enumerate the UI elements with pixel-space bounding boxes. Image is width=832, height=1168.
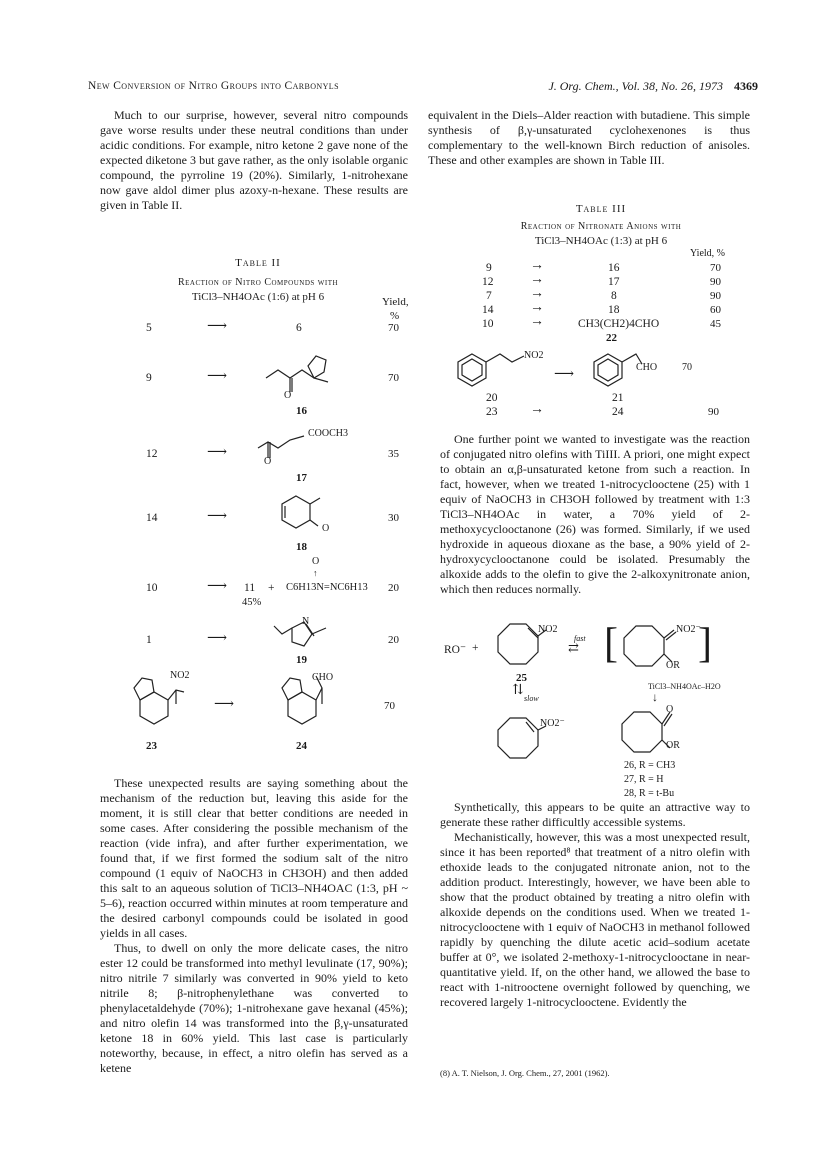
page-number: 4369 xyxy=(734,79,758,93)
slow-equilibrium-arrow-icon: ⇅ xyxy=(512,683,524,698)
journal-volume: Vol. 38, No. 26, 1973 xyxy=(621,79,723,93)
table-2-yield-unit: % xyxy=(390,310,400,322)
scheme2-start: 23 xyxy=(486,406,498,418)
slow-label: slow xyxy=(524,694,539,703)
table-3-product: CH3(CH2)4CHO xyxy=(578,318,660,330)
reaction-arrow-icon: ⟶ xyxy=(207,579,228,594)
left-top-text xyxy=(100,108,408,213)
table-3-start: 14 xyxy=(482,304,494,316)
alkoxy-label: OR xyxy=(666,740,680,751)
product-27-label: 27, R = H xyxy=(624,774,664,785)
plus-sign: + xyxy=(268,582,275,594)
table-3-product: 17 xyxy=(608,276,620,288)
table-3-subtitle: Reaction of Nitronate Anions with xyxy=(520,221,682,232)
nitro-label: NO2 xyxy=(538,624,558,635)
oxygen-label: O xyxy=(666,704,674,715)
table-2-yield: 20 xyxy=(388,582,399,594)
table-2-caption xyxy=(100,256,416,304)
table-3-yield: 60 xyxy=(710,304,721,316)
table-2-yield: 70 xyxy=(384,700,395,712)
table-2-start: 10 xyxy=(146,582,158,594)
table-2-start: 9 xyxy=(146,372,152,384)
table-2-subtitle: Reaction of Nitro Compounds with xyxy=(177,277,339,288)
aldehyde-label: CHO xyxy=(312,672,334,683)
alkoxide-label: RO⁻ xyxy=(444,644,467,656)
scheme-start: 20 xyxy=(486,392,498,404)
reagent-label: TiCl3–NH4OAc–H2O xyxy=(648,682,721,691)
reaction-arrow-icon: ⟶ xyxy=(207,509,228,524)
reaction-arrow-icon: → xyxy=(530,258,544,273)
structure-phenylacetaldehyde-icon xyxy=(586,346,676,392)
table-3-start: 7 xyxy=(486,290,492,302)
reaction-arrow-icon: ⟶ xyxy=(207,631,228,646)
table-2-start: 12 xyxy=(146,448,158,460)
oxygen-label: O xyxy=(322,523,330,534)
bracket-left-icon: [ xyxy=(604,621,618,667)
table-2-conditions: TiCl3–NH4OAc (1:6) at pH 6 xyxy=(191,291,325,303)
table-2-yield: 70 xyxy=(388,322,399,334)
reaction-arrow-icon: → xyxy=(530,402,544,417)
paragraph: equivalent in the Diels–Alder reaction with butadiene. This simple synthesis of β,γ-unsaturated cyclohexenones is thus complementary to the well-known Birch reduction of anisoles. These and other examples are shown in Table III. xyxy=(428,108,750,167)
left-bottom-text xyxy=(100,776,408,1076)
nitro-label: NO2 xyxy=(524,350,544,361)
table-2-title: Table II xyxy=(235,257,281,269)
nitronate-label: NO2⁻ xyxy=(676,624,701,635)
reaction-arrow-icon: ⟶ xyxy=(207,319,228,334)
bracket-right-icon: ] xyxy=(698,621,712,667)
table-3-yield: 90 xyxy=(710,290,721,302)
azoxy-hexane: C6H13N=NC6H13 xyxy=(286,582,368,593)
reaction-arrow-icon: ⟶ xyxy=(207,445,228,460)
table-2-product: 16 xyxy=(296,405,307,417)
oxygen-label: O xyxy=(284,390,292,401)
product-26-label: 26, R = CH3 xyxy=(624,760,676,771)
table-3-start: 12 xyxy=(482,276,494,288)
alkoxy-label: OR xyxy=(666,660,680,671)
table-3-yield: 45 xyxy=(710,318,721,330)
aldehyde-label: CHO xyxy=(636,362,658,373)
scheme-product: 21 xyxy=(612,392,624,404)
table-3-yield-header: Yield, % xyxy=(690,248,725,259)
running-title: New Conversion of Nitro Groups into Carbonyls xyxy=(88,80,339,92)
scheme2-yield: 90 xyxy=(708,406,719,418)
table-2-start: 23 xyxy=(146,740,157,752)
paragraph: Thus, to dwell on only the more delicate cases, the nitro ester 12 could be transformed into methyl levulinate (17, 90%); nitro nitrile 7 similarly was converted in 90% yield to keto nitrile 8; β-nitrophenylethane was converted to phenylacetaldehyde (70%); 1-nitrohexane gave hexanal (45%); and nitro olefin 14 was transformed into the β,γ-unsaturated ketone 18 in 60% yield. This last case is particularly noteworthy, because, in effect, a nitro olefin has served as a ketene xyxy=(100,941,408,1075)
table-2-yield: 35 xyxy=(388,448,399,460)
table-3-yield: 70 xyxy=(710,262,721,274)
oxygen-label: O xyxy=(264,456,272,467)
paragraph: Mechanistically, however, this was a most unexpected result, since it has been reported⁸ that treatment of a nitro olefin with ethoxide leads to the conjugated nitronate anion, not to the addition product. Interestingly, however, we have been able to show that the product obtained by treating a nitro olefin with alkoxide depends on the conditions used. When we treated 1-nitrocyclooctene with 1 equiv of NaOCH3 in methanol followed rapidly by quenching the dilute acetic acid–sodium acetate buffer at 0°, we isolated 2-methoxy-1-nitrocyclooctane in near-quantitative yield. If, on the other hand, we allowed the base to react with 1-nitrooctene overnight followed by quenching, we recovered largely 1-nitrocyclooctene. Evidently the xyxy=(440,830,750,1009)
table-3-title: Table III xyxy=(575,203,627,215)
table-3-yield: 90 xyxy=(710,276,721,288)
table-2-start: 5 xyxy=(146,322,152,334)
table-2-product: 11 xyxy=(244,582,256,594)
nitro-label: NO2 xyxy=(170,670,190,681)
structure-dioxolane-ketone-icon xyxy=(262,338,352,402)
footnote: (8) A. T. Nielson, J. Org. Chem., 27, 2001 (1962). xyxy=(440,1068,610,1078)
table-2-start: 14 xyxy=(146,512,158,524)
reaction-arrow-icon: ⟶ xyxy=(207,369,228,384)
table-3-conditions: TiCl3–NH4OAc (1:3) at pH 6 xyxy=(534,235,668,247)
journal-name: J. Org. Chem., xyxy=(548,79,619,93)
table-2-sub-yield: 45% xyxy=(242,597,262,608)
down-arrow-icon: ↓ xyxy=(652,690,658,704)
table-2-product: 19 xyxy=(296,654,307,666)
nitrogen-label: N xyxy=(302,616,310,627)
table-3-product: 8 xyxy=(611,290,617,302)
journal-citation xyxy=(548,79,758,94)
scheme2-product: 24 xyxy=(612,406,624,418)
reaction-arrow-icon: → xyxy=(530,286,544,301)
right-bottom-text xyxy=(440,800,750,1010)
table-2-product: 18 xyxy=(296,541,307,553)
table-3-product: 18 xyxy=(608,304,620,316)
table-3-caption xyxy=(470,202,732,248)
table-2-product: 17 xyxy=(296,472,307,484)
reaction-arrow-icon: ⟶ xyxy=(214,697,235,712)
paragraph: Much to our surprise, however, several nitro compounds gave worse results under these neutral conditions than under acidic conditions. For example, nitro ketone 2 gave none of the expected diketone 3 but gave rather, as the only isolable organic compound, the pyrroline 19 (20%). Similarly, 1-nitrohexane now gave aldol dimer plus azoxy-n-hexane. These results are given in Table II. xyxy=(100,108,408,212)
reaction-arrow-icon: → xyxy=(530,300,544,315)
table-2-start: 1 xyxy=(146,634,152,646)
table-2-yield: 30 xyxy=(388,512,399,524)
table-3-start: 9 xyxy=(486,262,492,274)
reaction-arrow-icon: → xyxy=(530,272,544,287)
paragraph: One further point we wanted to investigate was the reaction of conjugated nitro olefins with TiIII. A priori, one might expect to obtain an α,β-unsaturated ketone from such a reaction. In fact, however, when we treated 1-nitrocyclooctene (25) with 1 equiv of NaOCH3 in CH3OH followed by treatment with 1:3 TiCl3–NH4OAc in water, a 70% yield of 2-methoxycyclooctanone (26) was formed. Similarly, if we used hydroxide in aqueous dioxane as the base, a 90% yield of 2-hydroxycyclooctanone could be isolated. Presumably the alkoxide adds to the olefin to give the 2-alkoxynitronate anion, which then reduces normally. xyxy=(440,432,750,596)
right-middle-text xyxy=(440,432,750,597)
table-2-product: 24 xyxy=(296,740,307,752)
oxygen-label: O xyxy=(312,556,320,567)
paragraph: These unexpected results are saying something about the mechanism of the reduction but, leaving this aside for the moment, it is still clear that better conditions are needed in some cases. After considering the possible mechanism of the reaction (vide infra), and after further experimentation, we found that, if we first formed the sodium salt of the nitro compound (1 equiv of NaOCH3 in CH3OH) and then added this salt to an aqueous solution of TiCl3–NH4OAC (1:3, pH ~ 5–6), reaction occurred within minutes at room temperature and the desired carbonyl compounds could be isolated in good yields in all cases. xyxy=(100,776,408,940)
table-3-start: 10 xyxy=(482,318,494,330)
structure-alkoxycyclooctanone-icon xyxy=(618,704,690,764)
arrow-up-icon: ↑ xyxy=(313,568,318,578)
table-3-product: 16 xyxy=(608,262,620,274)
table-2-product: 6 xyxy=(296,322,302,334)
table-3-product-number: 22 xyxy=(606,332,617,344)
scheme-yield: 70 xyxy=(682,362,692,373)
fast-label: fast xyxy=(574,634,586,643)
reaction-arrow-icon: → xyxy=(530,314,544,329)
product-28-label: 28, R = t-Bu xyxy=(624,788,675,799)
compound-25-label: 25 xyxy=(516,672,527,684)
table-2-yield: 70 xyxy=(388,372,399,384)
cooch3-label: COOCH3 xyxy=(308,428,349,439)
right-top-text xyxy=(428,108,750,168)
equilibrium-arrow-icon: ⇄ xyxy=(568,640,579,655)
paragraph: Synthetically, this appears to be quite an attractive way to generate these rather difficultly accessible systems. xyxy=(440,800,750,829)
reaction-arrow-icon: ⟶ xyxy=(554,367,575,382)
plus-sign: + xyxy=(472,642,479,654)
table-2-yield-header: Yield, xyxy=(382,296,409,308)
table-2-yield: 20 xyxy=(388,634,399,646)
nitronate-label: NO2⁻ xyxy=(540,718,565,729)
